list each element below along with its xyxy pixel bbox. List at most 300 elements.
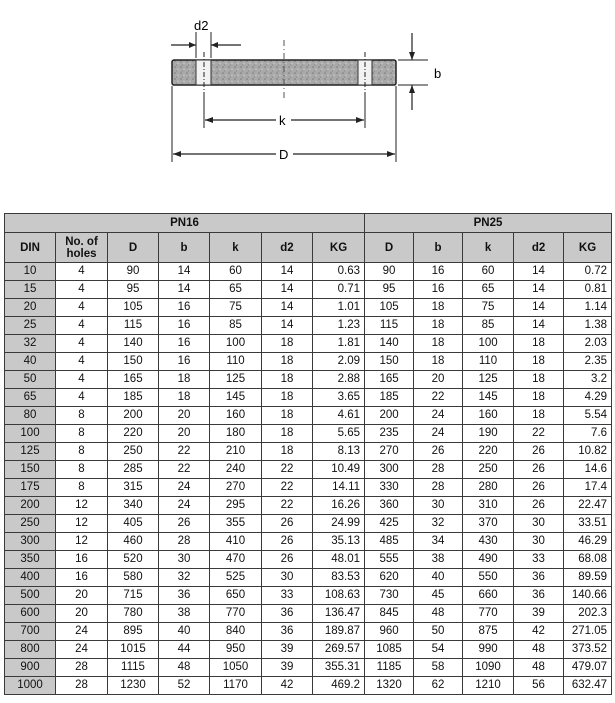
table-cell: 22	[514, 425, 564, 443]
table-cell: 24	[56, 623, 108, 641]
table-cell: 5.54	[564, 407, 612, 425]
table-cell: 285	[108, 461, 159, 479]
group-pn25: PN25	[365, 214, 612, 233]
table-cell: 32	[159, 569, 210, 587]
table-cell: 24	[159, 497, 210, 515]
table-cell: 48	[514, 659, 564, 677]
din-cell: 10	[5, 263, 56, 281]
table-cell: 620	[365, 569, 414, 587]
table-cell: 40	[414, 569, 463, 587]
table-cell: 75	[463, 299, 514, 317]
table-cell: 34	[414, 533, 463, 551]
din-cell: 250	[5, 515, 56, 533]
table-cell: 140	[108, 335, 159, 353]
table-cell: 3.2	[564, 371, 612, 389]
din-cell: 25	[5, 317, 56, 335]
table-cell: 18	[514, 371, 564, 389]
table-cell: 22	[262, 479, 313, 497]
table-cell: 28	[159, 533, 210, 551]
table-cell: 18	[159, 389, 210, 407]
table-cell: 14.11	[313, 479, 365, 497]
table-cell: 28	[56, 659, 108, 677]
table-cell: 140	[365, 335, 414, 353]
table-cell: 12	[56, 497, 108, 515]
table-cell: 14	[514, 299, 564, 317]
table-cell: 22	[159, 461, 210, 479]
table-cell: 1.81	[313, 335, 365, 353]
table-cell: 8	[56, 425, 108, 443]
table-cell: 7.6	[564, 425, 612, 443]
D-label: D	[279, 147, 289, 162]
table-cell: 100	[210, 335, 262, 353]
din-cell: 175	[5, 479, 56, 497]
table-cell: 715	[108, 587, 159, 605]
table-cell: 10.49	[313, 461, 365, 479]
column-header-8: b	[414, 233, 463, 263]
table-cell: 10.82	[564, 443, 612, 461]
table-cell: 16	[56, 551, 108, 569]
table-cell: 145	[210, 389, 262, 407]
table-cell: 30	[159, 551, 210, 569]
table-cell: 185	[108, 389, 159, 407]
table-cell: 22	[262, 497, 313, 515]
table-cell: 470	[210, 551, 262, 569]
table-cell: 22.47	[564, 497, 612, 515]
table-cell: 405	[108, 515, 159, 533]
table-cell: 8	[56, 461, 108, 479]
group-pn16: PN16	[5, 214, 365, 233]
table-cell: 105	[365, 299, 414, 317]
table-cell: 180	[210, 425, 262, 443]
table-cell: 18	[414, 353, 463, 371]
table-cell: 1.38	[564, 317, 612, 335]
table-cell: 115	[365, 317, 414, 335]
table-cell: 14.6	[564, 461, 612, 479]
table-cell: 150	[365, 353, 414, 371]
table-cell: 95	[108, 281, 159, 299]
table-cell: 875	[463, 623, 514, 641]
table-cell: 50	[414, 623, 463, 641]
table-cell: 4.29	[564, 389, 612, 407]
table-cell: 990	[463, 641, 514, 659]
table-cell: 16.26	[313, 497, 365, 515]
table-cell: 26	[262, 515, 313, 533]
table-cell: 1.23	[313, 317, 365, 335]
table-row	[5, 623, 612, 641]
table-cell: 190	[463, 425, 514, 443]
table-cell: 730	[365, 587, 414, 605]
table-cell: 520	[108, 551, 159, 569]
table-cell: 1115	[108, 659, 159, 677]
table-cell: 100	[463, 335, 514, 353]
table-cell: 140.66	[564, 587, 612, 605]
table-cell: 36	[514, 569, 564, 587]
din-cell: 65	[5, 389, 56, 407]
table-cell: 38	[414, 551, 463, 569]
table-cell: 270	[210, 479, 262, 497]
table-cell: 65	[463, 281, 514, 299]
table-cell: 18	[414, 335, 463, 353]
table-cell: 14	[262, 317, 313, 335]
table-cell: 60	[210, 263, 262, 281]
din-cell: 500	[5, 587, 56, 605]
table-cell: 4	[56, 299, 108, 317]
table-cell: 18	[262, 443, 313, 461]
table-row	[5, 335, 612, 353]
table-cell: 42	[262, 677, 313, 695]
table-cell: 2.09	[313, 353, 365, 371]
flange-spec-table	[4, 213, 612, 695]
table-cell: 185	[365, 389, 414, 407]
table-cell: 2.03	[564, 335, 612, 353]
table-cell: 14	[262, 281, 313, 299]
table-row	[5, 533, 612, 551]
table-cell: 1015	[108, 641, 159, 659]
table-cell: 1.14	[564, 299, 612, 317]
table-cell: 110	[210, 353, 262, 371]
table-cell: 26	[514, 443, 564, 461]
table-cell: 48	[159, 659, 210, 677]
table-row	[5, 317, 612, 335]
table-cell: 110	[463, 353, 514, 371]
table-cell: 90	[108, 263, 159, 281]
table-cell: 845	[365, 605, 414, 623]
table-cell: 16	[414, 281, 463, 299]
table-cell: 8.13	[313, 443, 365, 461]
table-cell: 280	[463, 479, 514, 497]
table-cell: 24.99	[313, 515, 365, 533]
table-cell: 12	[56, 515, 108, 533]
table-cell: 250	[108, 443, 159, 461]
table-cell: 1085	[365, 641, 414, 659]
table-cell: 0.81	[564, 281, 612, 299]
table-cell: 24	[159, 479, 210, 497]
column-header-5: d2	[262, 233, 313, 263]
table-row	[5, 353, 612, 371]
table-cell: 660	[463, 587, 514, 605]
table-cell: 4	[56, 281, 108, 299]
table-cell: 1170	[210, 677, 262, 695]
table-cell: 340	[108, 497, 159, 515]
table-cell: 26	[514, 461, 564, 479]
column-header-10: d2	[514, 233, 564, 263]
table-cell: 20	[159, 425, 210, 443]
table-cell: 18	[262, 425, 313, 443]
table-cell: 430	[463, 533, 514, 551]
table-cell: 269.57	[313, 641, 365, 659]
table-cell: 0.63	[313, 263, 365, 281]
table-cell: 160	[463, 407, 514, 425]
din-cell: 1000	[5, 677, 56, 695]
table-cell: 39	[262, 659, 313, 677]
table-row	[5, 461, 612, 479]
table-cell: 18	[262, 353, 313, 371]
table-row	[5, 479, 612, 497]
table-cell: 42	[514, 623, 564, 641]
table-cell: 4	[56, 371, 108, 389]
table-cell: 20	[414, 371, 463, 389]
table-cell: 220	[108, 425, 159, 443]
din-cell: 350	[5, 551, 56, 569]
table-cell: 20	[159, 407, 210, 425]
table-cell: 36	[262, 623, 313, 641]
din-cell: 100	[5, 425, 56, 443]
table-cell: 22	[159, 443, 210, 461]
table-cell: 485	[365, 533, 414, 551]
table-cell: 1320	[365, 677, 414, 695]
column-header-4: k	[210, 233, 262, 263]
table-cell: 48.01	[313, 551, 365, 569]
table-cell: 28	[56, 677, 108, 695]
table-cell: 3.65	[313, 389, 365, 407]
table-row	[5, 641, 612, 659]
table-cell: 105	[108, 299, 159, 317]
table-cell: 18	[414, 317, 463, 335]
table-cell: 18	[514, 353, 564, 371]
table-row	[5, 677, 612, 695]
table-cell: 2.88	[313, 371, 365, 389]
table-cell: 60	[463, 263, 514, 281]
table-cell: 250	[463, 461, 514, 479]
table-cell: 4	[56, 389, 108, 407]
table-cell: 16	[159, 353, 210, 371]
table-cell: 16	[159, 335, 210, 353]
din-cell: 15	[5, 281, 56, 299]
table-cell: 200	[108, 407, 159, 425]
din-cell: 900	[5, 659, 56, 677]
table-row	[5, 263, 612, 281]
table-cell: 1.01	[313, 299, 365, 317]
din-cell: 150	[5, 461, 56, 479]
table-cell: 46.29	[564, 533, 612, 551]
din-cell: 700	[5, 623, 56, 641]
table-row	[5, 569, 612, 587]
table-cell: 40	[159, 623, 210, 641]
table-cell: 315	[108, 479, 159, 497]
table-row	[5, 281, 612, 299]
table-cell: 4	[56, 353, 108, 371]
table-cell: 202.3	[564, 605, 612, 623]
table-cell: 165	[108, 371, 159, 389]
table-cell: 210	[210, 443, 262, 461]
table-row	[5, 551, 612, 569]
table-cell: 310	[463, 497, 514, 515]
table-cell: 36	[514, 587, 564, 605]
table-cell: 30	[414, 497, 463, 515]
table-cell: 26	[514, 479, 564, 497]
table-cell: 28	[414, 461, 463, 479]
table-cell: 36	[262, 605, 313, 623]
table-cell: 83.53	[313, 569, 365, 587]
table-cell: 14	[262, 299, 313, 317]
table-cell: 30	[514, 515, 564, 533]
column-header-9: k	[463, 233, 514, 263]
table-cell: 33.51	[564, 515, 612, 533]
table-cell: 48	[414, 605, 463, 623]
table-cell: 62	[414, 677, 463, 695]
table-cell: 54	[414, 641, 463, 659]
table-cell: 26	[262, 533, 313, 551]
table-cell: 38	[159, 605, 210, 623]
table-cell: 28	[414, 479, 463, 497]
table-cell: 17.4	[564, 479, 612, 497]
table-row	[5, 659, 612, 677]
table-cell: 960	[365, 623, 414, 641]
table-cell: 8	[56, 443, 108, 461]
table-row	[5, 407, 612, 425]
table-cell: 270	[365, 443, 414, 461]
k-label: k	[279, 113, 286, 128]
table-cell: 18	[262, 371, 313, 389]
d2-label: d2	[194, 18, 209, 33]
table-cell: 136.47	[313, 605, 365, 623]
table-cell: 22	[414, 389, 463, 407]
table-cell: 20	[56, 605, 108, 623]
din-cell: 32	[5, 335, 56, 353]
table-cell: 632.47	[564, 677, 612, 695]
table-cell: 18	[159, 371, 210, 389]
table-cell: 44	[159, 641, 210, 659]
table-row	[5, 425, 612, 443]
table-cell: 14	[514, 263, 564, 281]
table-cell: 18	[514, 407, 564, 425]
column-header-row	[5, 233, 612, 263]
table-cell: 770	[463, 605, 514, 623]
table-cell: 125	[463, 371, 514, 389]
table-cell: 30	[262, 569, 313, 587]
table-row	[5, 605, 612, 623]
table-cell: 20	[56, 587, 108, 605]
table-cell: 1050	[210, 659, 262, 677]
table-cell: 16	[159, 299, 210, 317]
table-row	[5, 389, 612, 407]
table-cell: 24	[414, 407, 463, 425]
table-cell: 271.05	[564, 623, 612, 641]
table-cell: 525	[210, 569, 262, 587]
din-cell: 600	[5, 605, 56, 623]
table-cell: 240	[210, 461, 262, 479]
table-cell: 30	[514, 533, 564, 551]
din-cell: 800	[5, 641, 56, 659]
din-cell: 125	[5, 443, 56, 461]
table-cell: 300	[365, 461, 414, 479]
table-cell: 14	[514, 317, 564, 335]
b-label: b	[434, 66, 442, 81]
din-cell: 50	[5, 371, 56, 389]
table-cell: 1210	[463, 677, 514, 695]
table-cell: 355	[210, 515, 262, 533]
table-cell: 355.31	[313, 659, 365, 677]
din-cell: 40	[5, 353, 56, 371]
table-cell: 373.52	[564, 641, 612, 659]
column-header-7: D	[365, 233, 414, 263]
table-cell: 220	[463, 443, 514, 461]
table-cell: 58	[414, 659, 463, 677]
table-cell: 555	[365, 551, 414, 569]
table-cell: 4	[56, 335, 108, 353]
din-cell: 20	[5, 299, 56, 317]
table-cell: 295	[210, 497, 262, 515]
table-cell: 145	[463, 389, 514, 407]
column-header-11: KG	[564, 233, 612, 263]
table-cell: 115	[108, 317, 159, 335]
table-cell: 840	[210, 623, 262, 641]
din-cell: 300	[5, 533, 56, 551]
table-cell: 24	[56, 641, 108, 659]
table-cell: 14	[514, 281, 564, 299]
table-cell: 370	[463, 515, 514, 533]
table-cell: 18	[262, 335, 313, 353]
table-cell: 14	[262, 263, 313, 281]
table-cell: 14	[159, 263, 210, 281]
table-cell: 5.65	[313, 425, 365, 443]
flange-drawing	[0, 0, 615, 210]
table-cell: 26	[414, 443, 463, 461]
table-row	[5, 515, 612, 533]
table-cell: 165	[365, 371, 414, 389]
table-cell: 490	[463, 551, 514, 569]
table-cell: 35.13	[313, 533, 365, 551]
table-cell: 18	[514, 389, 564, 407]
table-cell: 460	[108, 533, 159, 551]
table-cell: 33	[514, 551, 564, 569]
table-cell: 150	[108, 353, 159, 371]
table-row	[5, 299, 612, 317]
table-cell: 68.08	[564, 551, 612, 569]
table-cell: 24	[414, 425, 463, 443]
table-cell: 65	[210, 281, 262, 299]
table-cell: 0.71	[313, 281, 365, 299]
table-cell: 89.59	[564, 569, 612, 587]
table-cell: 650	[210, 587, 262, 605]
table-cell: 85	[463, 317, 514, 335]
table-cell: 125	[210, 371, 262, 389]
table-cell: 330	[365, 479, 414, 497]
table-cell: 550	[463, 569, 514, 587]
table-cell: 950	[210, 641, 262, 659]
table-cell: 33	[262, 587, 313, 605]
table-cell: 45	[414, 587, 463, 605]
table-cell: 2.35	[564, 353, 612, 371]
table-cell: 469.2	[313, 677, 365, 695]
table-cell: 26	[159, 515, 210, 533]
table-row	[5, 443, 612, 461]
table-cell: 56	[514, 677, 564, 695]
table-cell: 18	[514, 335, 564, 353]
table-cell: 18	[262, 389, 313, 407]
table-cell: 4	[56, 263, 108, 281]
table-cell: 410	[210, 533, 262, 551]
din-cell: 200	[5, 497, 56, 515]
table-cell: 235	[365, 425, 414, 443]
table-cell: 52	[159, 677, 210, 695]
table-cell: 479.07	[564, 659, 612, 677]
din-cell: 80	[5, 407, 56, 425]
column-header-3: b	[159, 233, 210, 263]
table-cell: 75	[210, 299, 262, 317]
table-cell: 0.72	[564, 263, 612, 281]
table-cell: 90	[365, 263, 414, 281]
table-cell: 14	[159, 281, 210, 299]
table-cell: 16	[159, 317, 210, 335]
table-cell: 1185	[365, 659, 414, 677]
table-cell: 360	[365, 497, 414, 515]
table-cell: 780	[108, 605, 159, 623]
table-cell: 4.61	[313, 407, 365, 425]
table-cell: 26	[262, 551, 313, 569]
table-cell: 160	[210, 407, 262, 425]
table-cell: 18	[262, 407, 313, 425]
